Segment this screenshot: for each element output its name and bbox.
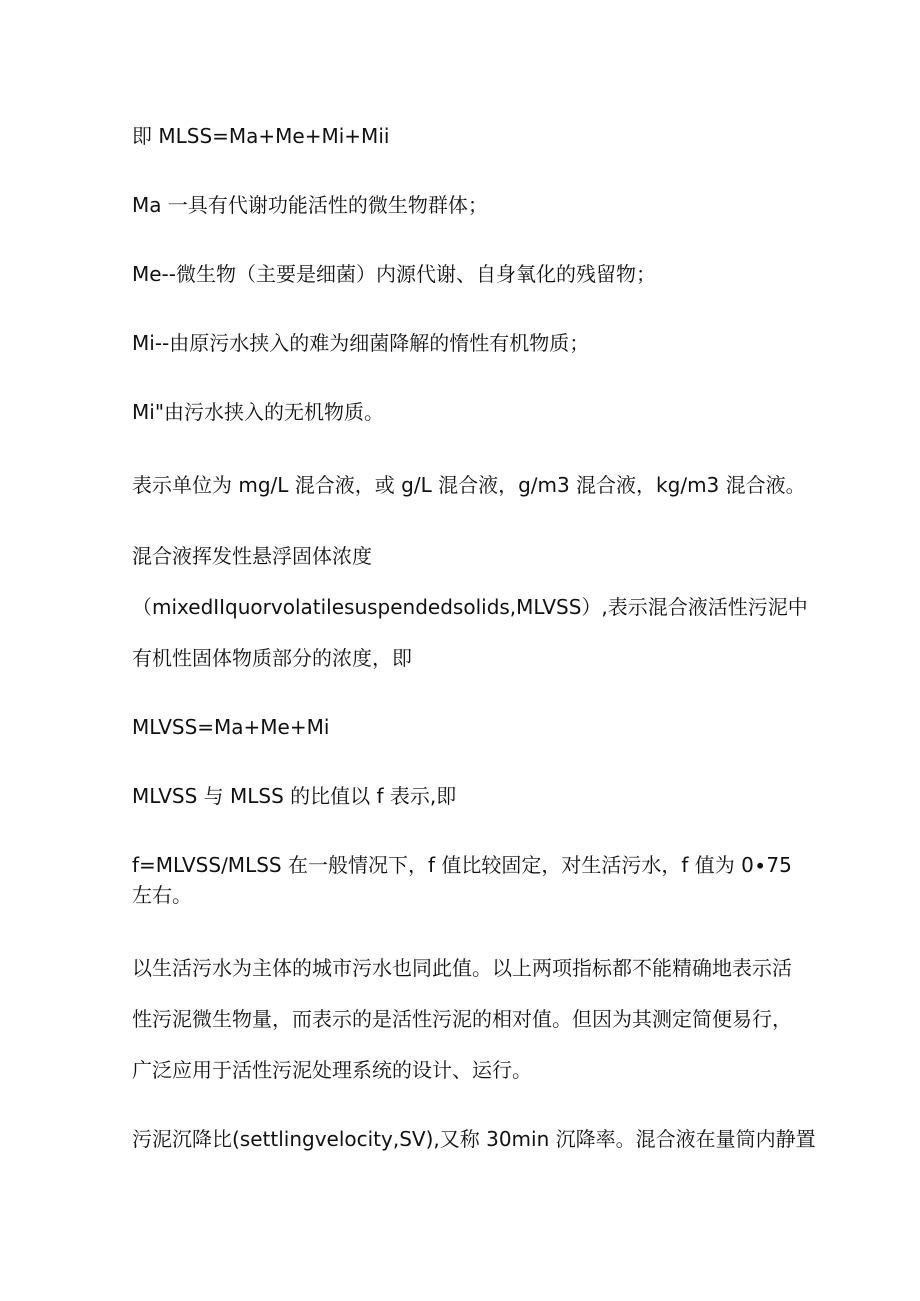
me-definition-line: Me--微生物（主要是细菌）内源代谢、自身氧化的残留物； xyxy=(132,262,656,286)
mlvss-description-line: （mixedIIquorvolatilesuspendedsolids,MLVSS）,表示混合液活性污泥中 xyxy=(132,595,808,619)
ratio-definition-line: MLVSS 与 MLSS 的比值以 f 表示,即 xyxy=(132,784,457,808)
paragraph-line-2: 性污泥微生物量，而表示的是活性污泥的相对值。但因为其测定简便易行， xyxy=(132,1007,792,1031)
units-line: 表示单位为 mg/L 混合液，或 g/L 混合液，g∕m3 混合液，kg∕m3 混合液。 xyxy=(132,473,806,497)
sv-definition-line: 污泥沉降比(settlingvelocity,SV),又称 30min 沉降率。混合液在量筒内静置 xyxy=(132,1127,816,1151)
mlvss-formula-line: MLVSS=Ma+Me+Mi xyxy=(132,715,330,739)
mlvss-description-continuation-line: 有机性固体物质部分的浓度，即 xyxy=(132,646,412,670)
paragraph-line-3: 广泛应用于活性污泥处理系统的设计、运行。 xyxy=(132,1058,532,1082)
mlvss-title-line: 混合液挥发性悬浮固体浓度 xyxy=(132,544,372,568)
f-value-continuation-line: 左右。 xyxy=(132,883,192,907)
ma-definition-line: Ma 一具有代谢功能活性的微生物群体； xyxy=(132,193,488,217)
mi-definition-line: Mi--由原污水挟入的难为细菌降解的惰性有机物质； xyxy=(132,331,590,355)
mlss-formula-line: 即 MLSS=Ma+Me+Mi+Mii xyxy=(132,124,390,148)
f-value-line: f=MLVSS∕MLSS 在一般情况下，f 值比较固定，对生活污水，f 值为 0∙75 xyxy=(132,853,792,877)
paragraph-line-1: 以生活污水为主体的城市污水也同此值。以上两项指标都不能精确地表示活 xyxy=(132,956,792,980)
mii-definition-line: Mi"由污水挟入的无机物质。 xyxy=(132,400,385,424)
